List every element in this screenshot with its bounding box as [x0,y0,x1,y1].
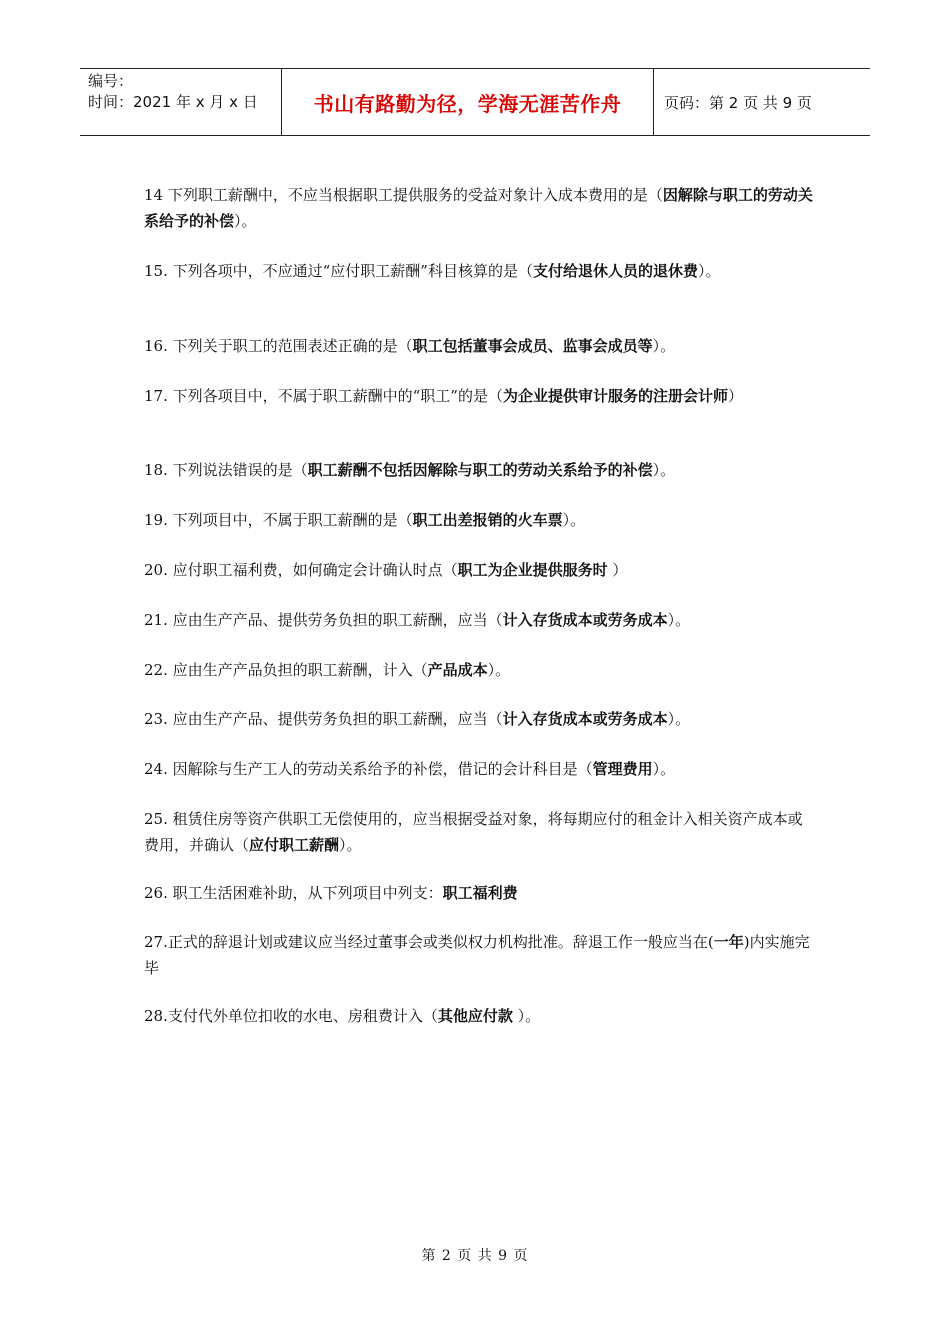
question-24 [144,756,816,782]
question-22 [144,657,816,683]
question-text: 下列说法错误的是（ [172,461,308,479]
question-text: 下列关于职工的范围表述正确的是（ [172,337,413,355]
question-tail: ）。 [234,212,257,230]
question-number: 20. [144,561,173,579]
question-tail: ） [607,561,628,579]
question-answer: 计入存货成本或劳务成本 [502,710,668,728]
question-number: 14 [144,186,168,204]
question-tail: ）。 [512,1007,541,1025]
question-text: 下列各项中，不应通过“应付职工薪酬”科目核算的是（ [172,262,533,280]
question-tail: )内实施完毕 [144,933,810,977]
page-header [80,68,870,136]
question-answer: 计入存货成本或劳务成本 [502,611,668,629]
question-answer: 因解除与职工的劳动关系给予的补偿 [144,186,813,230]
question-18 [144,457,816,483]
question-number: 26. [144,884,173,902]
question-15 [144,258,816,284]
question-text: 下列职工薪酬中，不应当根据职工提供服务的受益对象计入成本费用的是（ [167,186,663,204]
question-number: 16. [144,337,173,355]
question-number: 21. [144,611,173,629]
question-text: 职工生活困难补助，从下列项目中列支： [172,884,443,902]
question-26 [144,880,816,906]
question-tail: ）。 [562,511,586,529]
question-25 [144,806,816,858]
question-number: 17. [144,387,173,405]
question-text: 应付职工福利费，如何确定会计确认时点（ [172,561,458,579]
question-text: 下列项目中，不属于职工薪酬的是（ [172,511,413,529]
question-tail: ）。 [667,710,691,728]
question-answer: 职工福利费 [442,884,518,902]
question-text: 应由生产产品负担的职工薪酬，计入（ [172,661,428,679]
question-tail: ）。 [487,661,511,679]
question-answer: 产品成本 [427,661,488,679]
question-23 [144,706,816,732]
page-footer: 第 2 页 共 9 页 [421,1248,529,1264]
question-19 [144,507,816,533]
question-text: 应由生产产品、提供劳务负担的职工薪酬，应当（ [172,611,503,629]
question-20 [144,557,816,583]
question-number: 25. [144,810,173,828]
question-answer: 职工包括董事会成员、监事会成员等 [412,337,653,355]
question-text: 支付代外单位扣收的水电、房租费计入（ [167,1007,438,1025]
question-text: 租赁住房等资产供职工无偿使用的，应当根据受益对象，将每期应付的租金计入相关资产成本或费用，并确认（ [144,810,803,854]
question-number: 19. [144,511,173,529]
question-answer: 职工出差报销的火车票 [412,511,563,529]
question-number: 23. [144,710,173,728]
question-answer: 应付职工薪酬 [249,836,340,854]
question-tail: ）。 [652,461,676,479]
question-tail: ）。 [697,262,721,280]
question-number: 22. [144,661,173,679]
question-number: 27. [144,933,168,951]
question-answer: 管理费用 [592,760,653,778]
question-tail: ）。 [652,760,676,778]
header-motto-cell [282,69,654,135]
question-answer: 支付给退休人员的退休费 [532,262,698,280]
question-number: 24. [144,760,173,778]
question-number: 28. [144,1007,168,1025]
question-text: 因解除与生产工人的劳动关系给予的补偿，借记的会计科目是（ [172,760,593,778]
header-meta [80,69,282,135]
question-tail: ）。 [339,836,362,854]
question-text: 正式的辞退计划或建议应当经过董事会或类似权力机构批准。辞退工作一般应当在( [167,933,714,951]
question-answer: 其他应付款 [437,1007,513,1025]
question-tail: ）。 [667,611,691,629]
header-page-info: 页码：第 2 页 共 9 页 [664,93,812,112]
question-text: 下列各项目中，不属于职工薪酬中的“职工”的是（ [172,387,503,405]
question-number: 18. [144,461,173,479]
question-16 [144,333,816,359]
question-tail: ）。 [652,337,676,355]
question-answer: 职工薪酬不包括因解除与职工的劳动关系给予的补偿 [307,461,653,479]
time-label: 时间：2021 年 x 月 x 日 [88,93,258,111]
question-tail: ） [727,387,743,405]
question-17 [144,383,816,409]
question-answer: 一年 [713,933,744,951]
serial-label: 编号： [88,72,134,90]
motto: 书山有路勤为径，学海无涯苦作舟 [313,91,622,116]
question-number: 15. [144,262,173,280]
question-27 [144,929,816,981]
question-14 [144,182,816,234]
question-21 [144,607,816,633]
question-text: 应由生产产品、提供劳务负担的职工薪酬，应当（ [172,710,503,728]
question-answer: 为企业提供审计服务的注册会计师 [502,387,728,405]
question-28 [144,1003,816,1029]
question-answer: 职工为企业提供服务时 [457,561,608,579]
